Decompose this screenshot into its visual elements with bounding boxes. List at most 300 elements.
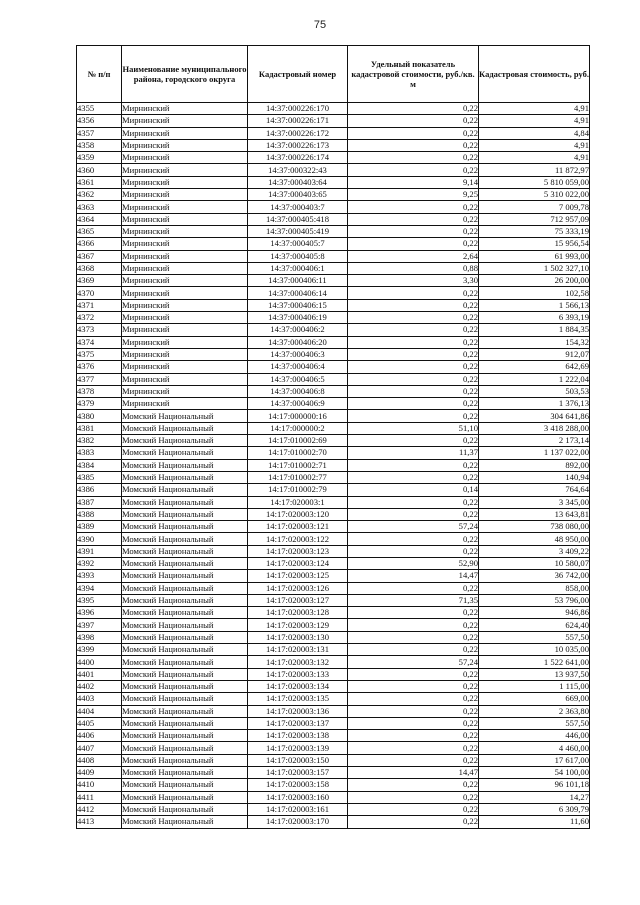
table-row xyxy=(77,557,590,569)
specific-value: 0,22 xyxy=(348,336,479,348)
cadastral-value: 4,91 xyxy=(479,103,590,115)
specific-value: 0,88 xyxy=(348,262,479,274)
cadastral-value: 11,60 xyxy=(479,816,590,828)
row-number: 4356 xyxy=(77,115,122,127)
cadastral-value: 669,00 xyxy=(479,693,590,705)
header-cadastral-number: Кадастровый номер xyxy=(248,46,348,103)
cadastral-number: 14:17:020003:120 xyxy=(248,508,348,520)
district-name: Мирнинский xyxy=(122,139,248,151)
cadastral-number: 14:17:010002:71 xyxy=(248,459,348,471)
specific-value: 0,22 xyxy=(348,361,479,373)
cadastral-value: 1 222,04 xyxy=(479,373,590,385)
district-name: Мирнинский xyxy=(122,250,248,262)
table-row xyxy=(77,139,590,151)
cadastral-number: 14:37:000406:4 xyxy=(248,361,348,373)
cadastral-number: 14:37:000226:172 xyxy=(248,127,348,139)
specific-value: 0,22 xyxy=(348,139,479,151)
specific-value: 0,22 xyxy=(348,127,479,139)
table-row xyxy=(77,705,590,717)
table-row xyxy=(77,496,590,508)
district-name: Момский Национальный xyxy=(122,779,248,791)
row-number: 4397 xyxy=(77,619,122,631)
row-number: 4390 xyxy=(77,533,122,545)
specific-value: 0,14 xyxy=(348,484,479,496)
specific-value: 0,22 xyxy=(348,533,479,545)
specific-value: 0,22 xyxy=(348,668,479,680)
specific-value: 0,22 xyxy=(348,816,479,828)
district-name: Мирнинский xyxy=(122,262,248,274)
district-name: Мирнинский xyxy=(122,324,248,336)
row-number: 4408 xyxy=(77,754,122,766)
row-number: 4396 xyxy=(77,607,122,619)
cadastral-number: 14:37:000406:5 xyxy=(248,373,348,385)
specific-value: 51,10 xyxy=(348,422,479,434)
specific-value: 52,90 xyxy=(348,557,479,569)
row-number: 4362 xyxy=(77,189,122,201)
table-row xyxy=(77,656,590,668)
row-number: 4374 xyxy=(77,336,122,348)
table-row xyxy=(77,127,590,139)
cadastral-number: 14:17:020003:133 xyxy=(248,668,348,680)
cadastral-number: 14:37:000405:418 xyxy=(248,213,348,225)
specific-value: 0,22 xyxy=(348,373,479,385)
cadastral-value: 2 173,14 xyxy=(479,435,590,447)
district-name: Мирнинский xyxy=(122,336,248,348)
table-row xyxy=(77,779,590,791)
cadastral-number: 14:17:020003:131 xyxy=(248,644,348,656)
district-name: Мирнинский xyxy=(122,299,248,311)
cadastral-value: 26 200,00 xyxy=(479,275,590,287)
cadastral-value: 4,91 xyxy=(479,115,590,127)
table-row xyxy=(77,619,590,631)
cadastral-value: 4,91 xyxy=(479,152,590,164)
district-name: Момский Национальный xyxy=(122,459,248,471)
row-number: 4389 xyxy=(77,521,122,533)
district-name: Момский Национальный xyxy=(122,754,248,766)
header-district: Наименование муниципального района, городского округа xyxy=(122,46,248,103)
district-name: Мирнинский xyxy=(122,201,248,213)
district-name: Мирнинский xyxy=(122,398,248,410)
cadastral-value: 13 643,81 xyxy=(479,508,590,520)
cadastral-value: 912,07 xyxy=(479,348,590,360)
cadastral-number: 14:17:020003:137 xyxy=(248,717,348,729)
row-number: 4373 xyxy=(77,324,122,336)
cadastral-value: 1 115,00 xyxy=(479,680,590,692)
district-name: Момский Национальный xyxy=(122,496,248,508)
row-number: 4385 xyxy=(77,471,122,483)
cadastral-number: 14:17:020003:157 xyxy=(248,767,348,779)
specific-value: 0,22 xyxy=(348,717,479,729)
row-number: 4361 xyxy=(77,176,122,188)
district-name: Мирнинский xyxy=(122,275,248,287)
district-name: Момский Национальный xyxy=(122,557,248,569)
row-number: 4403 xyxy=(77,693,122,705)
district-name: Момский Национальный xyxy=(122,791,248,803)
cadastral-value: 557,50 xyxy=(479,631,590,643)
cadastral-value: 946,86 xyxy=(479,607,590,619)
specific-value: 0,22 xyxy=(348,705,479,717)
cadastral-value: 154,32 xyxy=(479,336,590,348)
cadastral-number: 14:37:000406:2 xyxy=(248,324,348,336)
row-number: 4405 xyxy=(77,717,122,729)
cadastral-value: 3 418 288,00 xyxy=(479,422,590,434)
table-row xyxy=(77,176,590,188)
cadastral-number: 14:17:020003:124 xyxy=(248,557,348,569)
district-name: Мирнинский xyxy=(122,213,248,225)
table-row xyxy=(77,164,590,176)
specific-value: 0,22 xyxy=(348,471,479,483)
table-row xyxy=(77,484,590,496)
specific-value: 0,22 xyxy=(348,348,479,360)
table-row xyxy=(77,791,590,803)
cadastral-number: 14:17:020003:161 xyxy=(248,803,348,815)
district-name: Мирнинский xyxy=(122,361,248,373)
table-row xyxy=(77,644,590,656)
row-number: 4404 xyxy=(77,705,122,717)
cadastral-value: 7 009,78 xyxy=(479,201,590,213)
district-name: Момский Национальный xyxy=(122,816,248,828)
cadastral-value: 738 080,00 xyxy=(479,521,590,533)
cadastral-value: 53 796,00 xyxy=(479,594,590,606)
row-number: 4370 xyxy=(77,287,122,299)
district-name: Момский Национальный xyxy=(122,594,248,606)
specific-value: 57,24 xyxy=(348,656,479,668)
specific-value: 0,22 xyxy=(348,213,479,225)
cadastral-number: 14:37:000403:7 xyxy=(248,201,348,213)
table-row xyxy=(77,668,590,680)
specific-value: 0,22 xyxy=(348,582,479,594)
table-row xyxy=(77,594,590,606)
table-row xyxy=(77,693,590,705)
table-row xyxy=(77,201,590,213)
row-number: 4398 xyxy=(77,631,122,643)
table-row xyxy=(77,680,590,692)
cadastral-number: 14:17:020003:136 xyxy=(248,705,348,717)
cadastral-number: 14:37:000226:174 xyxy=(248,152,348,164)
table-row xyxy=(77,422,590,434)
cadastral-value: 10 580,07 xyxy=(479,557,590,569)
specific-value: 0,22 xyxy=(348,644,479,656)
table-row xyxy=(77,816,590,828)
district-name: Момский Национальный xyxy=(122,422,248,434)
specific-value: 0,22 xyxy=(348,201,479,213)
cadastral-number: 14:17:020003:139 xyxy=(248,742,348,754)
cadastral-value: 624,40 xyxy=(479,619,590,631)
row-number: 4378 xyxy=(77,385,122,397)
specific-value: 11,37 xyxy=(348,447,479,459)
cadastral-value: 4,91 xyxy=(479,139,590,151)
specific-value: 0,22 xyxy=(348,693,479,705)
cadastral-value: 642,69 xyxy=(479,361,590,373)
district-name: Момский Национальный xyxy=(122,656,248,668)
table-row xyxy=(77,582,590,594)
district-name: Момский Национальный xyxy=(122,521,248,533)
specific-value: 0,22 xyxy=(348,680,479,692)
cadastral-number: 14:17:020003:121 xyxy=(248,521,348,533)
table-row xyxy=(77,435,590,447)
specific-value: 0,22 xyxy=(348,545,479,557)
row-number: 4411 xyxy=(77,791,122,803)
table-row xyxy=(77,459,590,471)
table-header-row xyxy=(77,46,590,103)
cadastral-number: 14:17:010002:69 xyxy=(248,435,348,447)
table-row xyxy=(77,152,590,164)
header-num: № п/п xyxy=(77,46,122,103)
row-number: 4369 xyxy=(77,275,122,287)
table-row xyxy=(77,508,590,520)
row-number: 4391 xyxy=(77,545,122,557)
district-name: Мирнинский xyxy=(122,189,248,201)
cadastral-value: 140,94 xyxy=(479,471,590,483)
cadastral-value: 36 742,00 xyxy=(479,570,590,582)
table-row xyxy=(77,275,590,287)
row-number: 4383 xyxy=(77,447,122,459)
district-name: Момский Национальный xyxy=(122,644,248,656)
specific-value: 3,30 xyxy=(348,275,479,287)
table-row xyxy=(77,545,590,557)
specific-value: 0,22 xyxy=(348,410,479,422)
row-number: 4395 xyxy=(77,594,122,606)
district-name: Момский Национальный xyxy=(122,484,248,496)
cadastral-value: 14,27 xyxy=(479,791,590,803)
row-number: 4382 xyxy=(77,435,122,447)
cadastral-value: 96 101,18 xyxy=(479,779,590,791)
table-row xyxy=(77,213,590,225)
district-name: Мирнинский xyxy=(122,164,248,176)
row-number: 4355 xyxy=(77,103,122,115)
row-number: 4372 xyxy=(77,312,122,324)
district-name: Мирнинский xyxy=(122,103,248,115)
cadastral-number: 14:37:000406:9 xyxy=(248,398,348,410)
district-name: Мирнинский xyxy=(122,385,248,397)
table-row xyxy=(77,607,590,619)
specific-value: 0,22 xyxy=(348,803,479,815)
table-row xyxy=(77,767,590,779)
cadastral-value: 446,00 xyxy=(479,730,590,742)
table-row xyxy=(77,373,590,385)
row-number: 4363 xyxy=(77,201,122,213)
specific-value: 0,22 xyxy=(348,619,479,631)
cadastral-value: 712 957,09 xyxy=(479,213,590,225)
cadastral-value: 764,64 xyxy=(479,484,590,496)
specific-value: 71,35 xyxy=(348,594,479,606)
cadastral-number: 14:17:020003:1 xyxy=(248,496,348,508)
row-number: 4360 xyxy=(77,164,122,176)
specific-value: 0,22 xyxy=(348,435,479,447)
table-row xyxy=(77,336,590,348)
specific-value: 0,22 xyxy=(348,508,479,520)
cadastral-value-table xyxy=(76,45,590,829)
row-number: 4371 xyxy=(77,299,122,311)
district-name: Момский Национальный xyxy=(122,410,248,422)
cadastral-number: 14:17:020003:127 xyxy=(248,594,348,606)
district-name: Момский Национальный xyxy=(122,668,248,680)
cadastral-value: 4 460,00 xyxy=(479,742,590,754)
cadastral-number: 14:17:020003:128 xyxy=(248,607,348,619)
row-number: 4381 xyxy=(77,422,122,434)
cadastral-number: 14:37:000226:170 xyxy=(248,103,348,115)
cadastral-number: 14:37:000406:8 xyxy=(248,385,348,397)
row-number: 4413 xyxy=(77,816,122,828)
district-name: Момский Национальный xyxy=(122,582,248,594)
district-name: Момский Национальный xyxy=(122,631,248,643)
district-name: Момский Национальный xyxy=(122,680,248,692)
table-row xyxy=(77,312,590,324)
row-number: 4410 xyxy=(77,779,122,791)
district-name: Момский Национальный xyxy=(122,693,248,705)
cadastral-number: 14:17:020003:150 xyxy=(248,754,348,766)
row-number: 4359 xyxy=(77,152,122,164)
cadastral-value: 1 566,13 xyxy=(479,299,590,311)
cadastral-value: 1 137 022,00 xyxy=(479,447,590,459)
cadastral-value: 10 035,00 xyxy=(479,644,590,656)
table-row xyxy=(77,631,590,643)
district-name: Момский Национальный xyxy=(122,545,248,557)
specific-value: 0,22 xyxy=(348,287,479,299)
table-body xyxy=(77,103,590,829)
row-number: 4364 xyxy=(77,213,122,225)
cadastral-value: 858,00 xyxy=(479,582,590,594)
table-row xyxy=(77,410,590,422)
specific-value: 0,22 xyxy=(348,238,479,250)
row-number: 4368 xyxy=(77,262,122,274)
cadastral-number: 14:17:000000:2 xyxy=(248,422,348,434)
district-name: Момский Национальный xyxy=(122,471,248,483)
table-row xyxy=(77,447,590,459)
cadastral-value: 15 956,54 xyxy=(479,238,590,250)
table-row xyxy=(77,742,590,754)
row-number: 4366 xyxy=(77,238,122,250)
table-row xyxy=(77,471,590,483)
specific-value: 2,64 xyxy=(348,250,479,262)
table-row xyxy=(77,533,590,545)
district-name: Мирнинский xyxy=(122,238,248,250)
row-number: 4388 xyxy=(77,508,122,520)
table-row xyxy=(77,361,590,373)
cadastral-number: 14:37:000406:14 xyxy=(248,287,348,299)
cadastral-value: 17 617,00 xyxy=(479,754,590,766)
row-number: 4367 xyxy=(77,250,122,262)
district-name: Мирнинский xyxy=(122,312,248,324)
row-number: 4365 xyxy=(77,225,122,237)
cadastral-number: 14:37:000226:173 xyxy=(248,139,348,151)
specific-value: 9,25 xyxy=(348,189,479,201)
specific-value: 0,22 xyxy=(348,791,479,803)
cadastral-value: 1 884,35 xyxy=(479,324,590,336)
cadastral-number: 14:17:020003:130 xyxy=(248,631,348,643)
district-name: Момский Национальный xyxy=(122,803,248,815)
cadastral-value: 5 810 059,00 xyxy=(479,176,590,188)
specific-value: 0,22 xyxy=(348,164,479,176)
table-row xyxy=(77,717,590,729)
table-row xyxy=(77,385,590,397)
district-name: Мирнинский xyxy=(122,127,248,139)
cadastral-number: 14:17:020003:129 xyxy=(248,619,348,631)
table-row xyxy=(77,299,590,311)
cadastral-number: 14:37:000406:20 xyxy=(248,336,348,348)
row-number: 4379 xyxy=(77,398,122,410)
cadastral-number: 14:37:000406:19 xyxy=(248,312,348,324)
specific-value: 0,22 xyxy=(348,398,479,410)
cadastral-number: 14:37:000403:64 xyxy=(248,176,348,188)
district-name: Мирнинский xyxy=(122,348,248,360)
district-name: Момский Национальный xyxy=(122,435,248,447)
district-name: Момский Национальный xyxy=(122,508,248,520)
cadastral-number: 14:17:020003:134 xyxy=(248,680,348,692)
cadastral-value: 75 333,19 xyxy=(479,225,590,237)
district-name: Момский Национальный xyxy=(122,533,248,545)
cadastral-number: 14:17:020003:125 xyxy=(248,570,348,582)
district-name: Момский Национальный xyxy=(122,447,248,459)
table-row xyxy=(77,570,590,582)
cadastral-number: 14:37:000405:8 xyxy=(248,250,348,262)
row-number: 4386 xyxy=(77,484,122,496)
district-name: Мирнинский xyxy=(122,176,248,188)
row-number: 4400 xyxy=(77,656,122,668)
cadastral-value: 54 100,00 xyxy=(479,767,590,779)
cadastral-number: 14:17:020003:122 xyxy=(248,533,348,545)
district-name: Момский Национальный xyxy=(122,717,248,729)
row-number: 4387 xyxy=(77,496,122,508)
cadastral-number: 14:17:020003:158 xyxy=(248,779,348,791)
row-number: 4399 xyxy=(77,644,122,656)
cadastral-value: 4,84 xyxy=(479,127,590,139)
cadastral-number: 14:37:000406:15 xyxy=(248,299,348,311)
row-number: 4407 xyxy=(77,742,122,754)
row-number: 4394 xyxy=(77,582,122,594)
specific-value: 0,22 xyxy=(348,779,479,791)
table-row xyxy=(77,521,590,533)
cadastral-value: 6 393,19 xyxy=(479,312,590,324)
row-number: 4376 xyxy=(77,361,122,373)
cadastral-number: 14:37:000403:65 xyxy=(248,189,348,201)
cadastral-number: 14:17:000000:16 xyxy=(248,410,348,422)
district-name: Мирнинский xyxy=(122,152,248,164)
row-number: 4384 xyxy=(77,459,122,471)
district-name: Момский Национальный xyxy=(122,619,248,631)
cadastral-value: 892,00 xyxy=(479,459,590,471)
cadastral-number: 14:37:000322:43 xyxy=(248,164,348,176)
row-number: 4393 xyxy=(77,570,122,582)
specific-value: 0,22 xyxy=(348,742,479,754)
cadastral-value: 11 872,97 xyxy=(479,164,590,176)
table-row xyxy=(77,103,590,115)
specific-value: 0,22 xyxy=(348,631,479,643)
cadastral-number: 14:17:020003:135 xyxy=(248,693,348,705)
cadastral-number: 14:37:000406:3 xyxy=(248,348,348,360)
row-number: 4392 xyxy=(77,557,122,569)
specific-value: 0,22 xyxy=(348,152,479,164)
row-number: 4380 xyxy=(77,410,122,422)
cadastral-value: 557,50 xyxy=(479,717,590,729)
cadastral-number: 14:17:020003:132 xyxy=(248,656,348,668)
specific-value: 14,47 xyxy=(348,767,479,779)
cadastral-value: 5 310 022,00 xyxy=(479,189,590,201)
table-row xyxy=(77,250,590,262)
cadastral-value: 6 309,79 xyxy=(479,803,590,815)
row-number: 4357 xyxy=(77,127,122,139)
cadastral-number: 14:17:020003:138 xyxy=(248,730,348,742)
district-name: Момский Национальный xyxy=(122,742,248,754)
cadastral-value: 304 641,86 xyxy=(479,410,590,422)
cadastral-value: 3 409,22 xyxy=(479,545,590,557)
district-name: Мирнинский xyxy=(122,373,248,385)
specific-value: 0,22 xyxy=(348,496,479,508)
cadastral-number: 14:37:000226:171 xyxy=(248,115,348,127)
specific-value: 9,14 xyxy=(348,176,479,188)
specific-value: 14,47 xyxy=(348,570,479,582)
district-name: Момский Национальный xyxy=(122,730,248,742)
